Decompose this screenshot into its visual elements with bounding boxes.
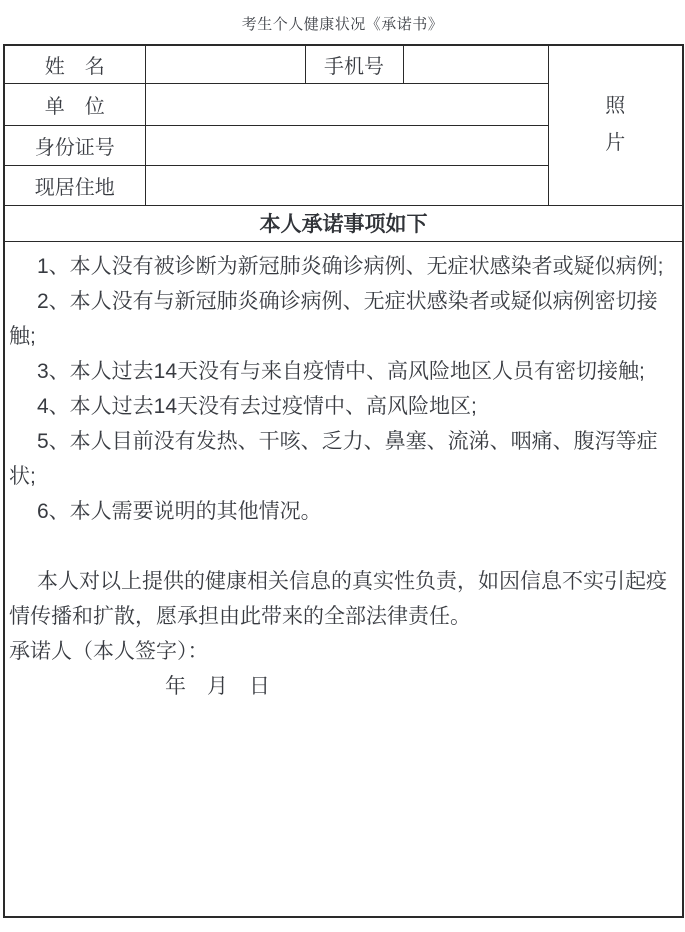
- commitment-line-2-cont: 触;: [9, 324, 36, 348]
- date-line[interactable]: 年 月 日: [165, 674, 270, 698]
- signature-line[interactable]: 承诺人（本人签字）：: [9, 639, 209, 663]
- blank-line: [9, 529, 678, 564]
- phone-label: 手机号: [305, 45, 403, 83]
- row-section-header: [4, 205, 683, 241]
- commitment-line-2: 2、本人没有与新冠肺炎确诊病例、无症状感染者或疑似病例密切接: [37, 289, 658, 313]
- id-number-label: 身份证号: [4, 125, 145, 165]
- photo-box: [548, 45, 683, 205]
- photo-label-char-1: 照: [605, 95, 626, 118]
- unit-field[interactable]: [145, 83, 548, 125]
- row-name-phone: [4, 45, 683, 83]
- commitment-line-6: 6、本人需要说明的其他情况。: [37, 499, 322, 523]
- row-commitment-body: [4, 241, 683, 917]
- commitment-body: [4, 241, 683, 917]
- health-declaration-table: [3, 44, 684, 918]
- document-title: 考生个人健康状况《承诺书》: [241, 16, 444, 33]
- unit-label: 单 位: [4, 83, 145, 125]
- commitment-line-5-cont: 状;: [9, 464, 36, 488]
- commitment-line-4: 4、本人过去14天没有去过疫情中、高风险地区;: [37, 394, 477, 418]
- name-label: 姓 名: [4, 45, 145, 83]
- photo-label-char-2: 片: [605, 132, 626, 155]
- commitment-section-header: 本人承诺事项如下: [4, 205, 683, 241]
- residence-label: 现居住地: [4, 165, 145, 205]
- commitment-line-5: 5、本人目前没有发热、干咳、乏力、鼻塞、流涕、咽痛、腹泻等症: [37, 429, 658, 453]
- declaration-line-1: 本人对以上提供的健康相关信息的真实性负责，如因信息不实引起疫: [37, 569, 667, 593]
- commitment-line-1: 1、本人没有被诊断为新冠肺炎确诊病例、无症状感染者或疑似病例;: [37, 254, 664, 278]
- phone-field[interactable]: [403, 45, 548, 83]
- commitment-line-3: 3、本人过去14天没有与来自疫情中、高风险地区人员有密切接触;: [37, 359, 645, 383]
- id-number-field[interactable]: [145, 125, 548, 165]
- residence-field[interactable]: [145, 165, 548, 205]
- declaration-line-2: 情传播和扩散，愿承担由此带来的全部法律责任。: [9, 604, 471, 628]
- name-field[interactable]: [145, 45, 305, 83]
